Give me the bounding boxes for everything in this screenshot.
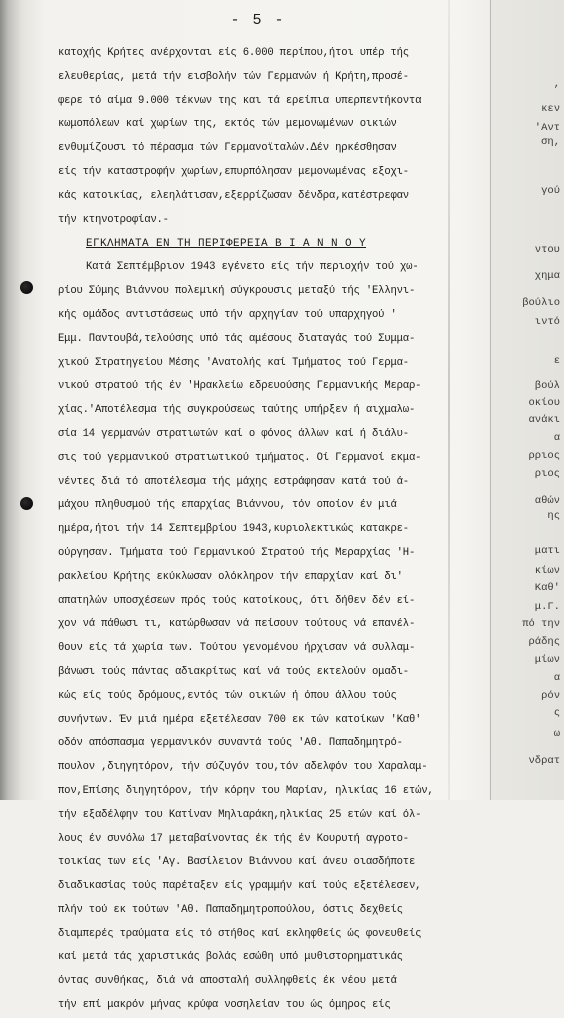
paragraph-viannos	[58, 256, 498, 1018]
text-line: σις τού γερμανικού στρατιωτικού τμήματος. Οί Γερμανοί εκμα-	[58, 451, 422, 464]
bleed-through-fragment: ράδης	[528, 636, 560, 648]
bleed-through-fragment: κίων	[534, 565, 560, 577]
text-line: πον,Επίσης διηγητόρον, τήν κόρην του Μαρίαν, ηλικίας 16 ετών,	[58, 784, 434, 797]
punch-hole	[20, 281, 33, 294]
punch-hole	[20, 497, 33, 510]
text-line: τήν εξαδέλφην του Κατίναν Μηλιαράκη,ηλικίας 25 ετών καί όλ-	[58, 808, 422, 821]
bleed-through-fragment: ριος	[534, 468, 560, 480]
bleed-through-fragment: ιντό	[534, 316, 560, 328]
bleed-through-fragment: ω	[553, 728, 560, 740]
text-line: χικού Στρατηγείου Μέσης 'Ανατολής καί Τμήματος τού Γερμα-	[58, 356, 409, 369]
text-line: τήν επί μακρόν μήνας κρύφα νοσηλείαν του ώς όμηρος είς	[58, 999, 391, 1012]
text-line: απατηλών υποσχέσεων πρός τούς κατοίκους, ότι δήθεν δέν εί-	[58, 594, 416, 607]
text-line: κατοχής Κρήτες ανέρχονται είς 6.000 περίπου,ήτοι υπέρ τής	[58, 47, 409, 59]
bleed-through-fragment: ανάκι	[528, 414, 560, 426]
body-text	[58, 42, 498, 1018]
text-line: είς τήν καταστροφήν χωρίων,επυρπόλησαν μεμονωμένας εξοχι-	[58, 165, 409, 178]
text-line: βάνωσι τούς πάντας αδιακρίτως καί νά τούς εκτελούν ομαδι-	[58, 665, 409, 678]
bleed-through-fragment: αθών	[534, 495, 560, 507]
bleed-through-fragment: ση,	[541, 136, 560, 148]
text-line: πλήν τού εκ τούτων 'Αθ. Παπαδημητροπούλου, όστις δεχθείς	[58, 903, 403, 916]
text-line: διαμπερές τραύματα είς τό στήθος καί εκληφθείς ώς φονευθείς	[58, 927, 422, 940]
text-line: πουλον ,διηγητόρον, τήν σύζυγόν του,τόν αδελφόν του Χαραλαμ-	[58, 761, 428, 774]
text-line: ελευθερίας, μετά τήν εισβολήν τών Γερμανών ή Κρήτη,προσέ-	[58, 70, 409, 83]
text-line: λους έν συνόλω 17 μεταβαίνοντας έκ τής έν Κουρυτή αγροτο-	[58, 832, 409, 845]
text-line: Εμμ. Παντουβά,τελούσης υπό τάς αμέσους διαταγάς τού Συμμα-	[58, 332, 416, 345]
bleed-through-fragment: α	[553, 672, 560, 684]
bleed-through-fragment: μίων	[534, 654, 560, 666]
text-line: ημέρα,ήτοι τήν 14 Σεπτεμβρίου 1943,κυριολεκτικώς κατακρε-	[58, 523, 409, 536]
text-line: διαδικασίας τούς παρέταξεν είς γραμμήν καί τούς εξετέλεσεν,	[58, 880, 422, 893]
bleed-through-fragment: μ.Γ.	[534, 601, 560, 613]
bleed-through-fragment: α	[553, 432, 560, 444]
bleed-through-fragment: ρόν	[541, 690, 560, 702]
text-line: νέντες διά τό αποτέλεσμα τής μάχης εστράφησαν κατά τού ά-	[58, 475, 409, 488]
text-line: ρακλείου Κρήτης εκύκλωσαν ολόκληρον τήν επαρχίαν καί δι'	[58, 570, 403, 583]
bleed-through-fragment: πό την	[522, 618, 560, 630]
bleed-through-fragment: οκίου	[528, 397, 560, 409]
bleed-through-fragment: κεν	[541, 103, 560, 115]
bleed-through-fragment: ης	[547, 510, 560, 522]
bleed-through-fragment: χημα	[534, 270, 560, 282]
bleed-through-fragment: ντου	[534, 244, 560, 256]
bleed-through-fragment: ε	[553, 355, 560, 367]
bleed-through-fragment: γού	[541, 185, 560, 197]
section-heading: ΕΓΚΛΗΜΑΤΑ ΕΝ ΤΗ ΠΕΡΙΦΕΡΕΙΑ Β Ι Α Ν Ν Ο Υ	[86, 238, 367, 251]
bleed-through-fragment: βούλιο	[522, 297, 560, 309]
text-line: τοικίας των είς 'Αγ. Βασίλειον Βιάννου καί άνευ οιασδήποτε	[58, 856, 416, 869]
text-line: συνήντων. Έν μιά ημέρα εξετέλεσαν 700 εκ τών κατοίκων 'Καθ'	[58, 713, 422, 726]
text-line: όντας συνθήκας, διά νά αποσταλή συλληφθείς έκ νέου μετά	[58, 975, 397, 988]
text-line: τήν κτηνοτροφίαν.-	[58, 213, 169, 226]
text-line: ενθυμίζουσι τό πέρασμα τών Γερμανοϊταλών.Δέν ηρκέσθησαν	[58, 142, 397, 155]
bleed-through-fragment: ,	[553, 78, 560, 90]
bleed-through-fragment: ρριος	[528, 450, 560, 462]
page-number: - 5 -	[230, 12, 286, 29]
bleed-through-sheet	[490, 0, 564, 800]
text-line: Κατά Σεπτέμβριον 1943 εγένετο είς τήν περιοχήν τού χω-	[86, 261, 419, 274]
text-line: χον νά πάθωσι τι, κατώρθωσαν νά πείσουν τούτους νά επανέλ-	[58, 618, 416, 631]
text-line: ούργησαν. Τμήματα τού Γερμανικού Στρατού τής Μεραρχίας 'Η-	[58, 546, 416, 559]
text-line: σία 14 γερμανών στρατιωτών καί ο φόνος άλλων καί ή διάλυ-	[58, 427, 409, 440]
text-line: χίας.'Αποτέλεσμα τής συγκρούσεως ταύτης υπήρξεν ή αιχμαλω-	[58, 404, 416, 417]
text-line: οδόν απόσπασμα γερμανικόν συναντά τούς 'Αθ. Παπαδημητρό-	[58, 737, 403, 750]
text-line: μάχου πληθυσμού τής επαρχίας Βιάννου, τόν οποίον έν μιά	[58, 499, 397, 512]
bleed-through-fragment: βούλ	[534, 380, 560, 392]
text-line: φερε τό αίμα 9.000 τέκνων της και τά ερείπια υπερπεντήκοντα	[58, 94, 422, 107]
text-line: κάς κατοικίας, ελεηλάτισαν,εξερρίζωσαν δένδρα,κατέστρεφαν	[58, 189, 409, 202]
bleed-through-fragment: 'Αντ	[534, 122, 560, 134]
text-line: νικού στρατού τής έν 'Ηρακλείω εδρευούσης Γερμανικής Μεραρ-	[58, 380, 422, 393]
text-line: καί μετά τάς χαριστικάς βολάς εσώθη υπό μυθιστορηματικάς	[58, 951, 403, 964]
bleed-through-fragment: Καθ'	[534, 582, 560, 594]
bleed-through-fragment: ματι	[534, 545, 560, 557]
text-line: κώς είς τούς δρόμους,εντός τών οικιών ή όπου άλλου τούς	[58, 689, 397, 702]
text-line: κωμοπόλεων καί χωρίων της, εκτός τών μεμονωμένων οικιών	[58, 118, 397, 131]
text-line: ρίου Σύμης Βιάννου πολεμική σύγκρουσις μεταξύ τής 'Ελληνι-	[58, 285, 416, 298]
text-line: κής ομάδος αντιστάσεως υπό τήν αρχηγίαν τού υπαρχηγού '	[58, 308, 397, 321]
bleed-through-fragment: ς	[553, 707, 560, 719]
bleed-through-fragment: νδρατ	[528, 755, 560, 767]
text-line: θουν είς τά χωρία των. Τούτου γενομένου ήρχισαν νά συλλαμ-	[58, 642, 416, 655]
paragraph-intro	[58, 42, 498, 232]
